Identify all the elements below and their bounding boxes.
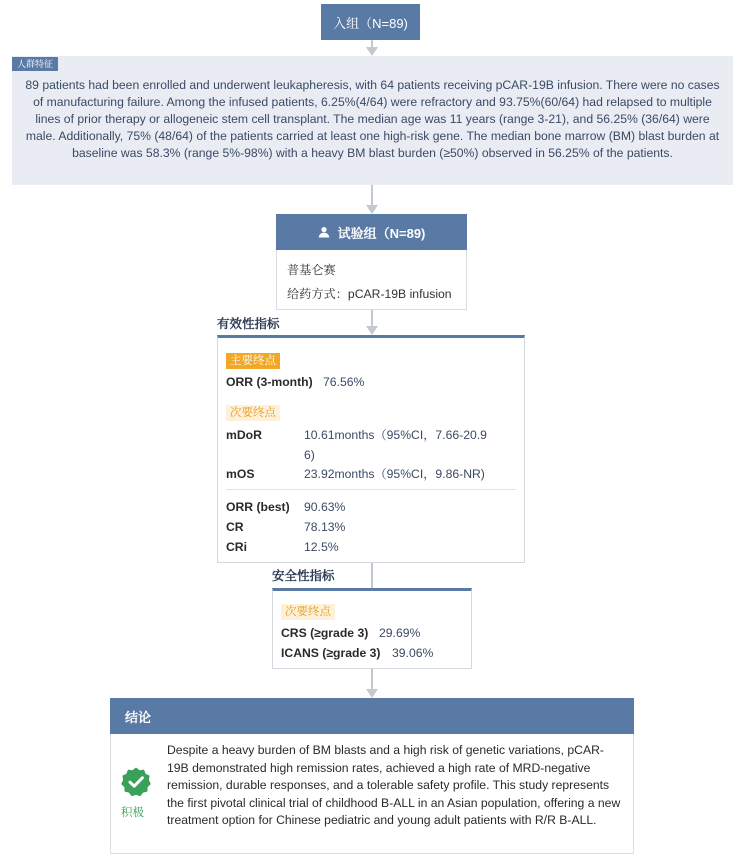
arrow-safety-conclusion [366, 689, 378, 698]
conclusion-body [110, 734, 634, 854]
metric-mos-label: mOS [226, 467, 255, 481]
metric-crs-value: 29.69% [379, 626, 421, 640]
primary-endpoint-badge: 主要终点 [226, 353, 280, 369]
connector-efficacy-safety [371, 563, 373, 588]
conclusion-text: Despite a heavy burden of BM blasts and a high risk of genetic variations, pCAR-19B demonstrated high remission rates, achieved a high rate of MRD-negative remission, durable responses, and a tolerable safety profile. This study represents the first pivotal clinical trial of childhood B-ALL in an Asian population, offering a new treatment option for Chinese pediatric and young adult patients with R/R B-ALL. [167, 743, 621, 827]
metric-icans-label: ICANS (≥grade 3) [281, 646, 381, 660]
efficacy-box [217, 335, 525, 563]
metric-cri-label: CRi [226, 540, 247, 554]
metric-cri-value: 12.5% [304, 540, 339, 554]
population-text: 89 patients had been enrolled and underwent leukapheresis, with 64 patients receiving pCAR-19B infusion. There were no cases of manufacturing failure. Among the infused patients, 6.25%(4/64) were refractory and 93.75%(60/64) had relapsed to multiple lines of prior therapy or allogeneic stem cell transplant. The median age was 11 years (range 3-21), and 56.25% (36/64) were male. Additionally, 75% (48/64) of the patients carried at least one high-risk gene. The median bone marrow (BM) blast burden at baseline was 58.3% (range 5%-98%) with a heavy BM blast burden (≥50%) observed in 56.25% of the patients. [25, 78, 720, 160]
connector-safety-conclusion [371, 669, 373, 690]
user-icon [318, 226, 330, 238]
safety-secondary-badge: 次要终点 [281, 604, 335, 620]
efficacy-section-label: 有效性指标 [217, 317, 280, 331]
safety-section-label: 安全性指标 [272, 569, 335, 583]
trial-arm-route: 给药方式：pCAR-19B infusion [287, 287, 452, 301]
efficacy-divider [226, 489, 516, 490]
trial-arm-body [276, 250, 467, 310]
metric-crs-label: CRS (≥grade 3) [281, 626, 369, 640]
population-tag: 人群特征 [12, 57, 58, 71]
metric-mdor-value [304, 425, 514, 465]
metric-orr-best-label: ORR (best) [226, 500, 290, 514]
connector-population-arm [371, 185, 373, 206]
secondary-endpoint-badge: 次要终点 [226, 405, 280, 421]
conclusion-title: 结论 [125, 709, 152, 725]
enrollment-box [321, 4, 420, 40]
verdict-label: 积极 [121, 807, 144, 819]
arrow-population-arm [366, 205, 378, 214]
metric-icans-value: 39.06% [392, 646, 434, 660]
arrow-arm-efficacy [366, 326, 378, 335]
metric-orr-3month-label: ORR (3-month) [226, 375, 313, 389]
metric-orr-3month-value: 76.56% [323, 375, 365, 389]
safety-box [272, 588, 472, 669]
trial-arm-header [276, 214, 467, 250]
metric-mos-value: 23.92months（95%CI，9.86-NR) [304, 467, 485, 481]
enrollment-label: 入组（N=89) [333, 15, 408, 31]
metric-cr-label: CR [226, 520, 244, 534]
trial-arm-title: 试验组（N=89) [337, 225, 426, 241]
metric-mdor-value-line2: 6) [304, 448, 315, 462]
metric-mdor-label: mDoR [226, 428, 262, 442]
check-shield-icon [121, 766, 151, 798]
connector-arm-efficacy [371, 310, 373, 327]
metric-orr-best-value: 90.63% [304, 500, 346, 514]
trial-arm-drug: 普基仑赛 [287, 263, 336, 277]
metric-cr-value: 78.13% [304, 520, 346, 534]
conclusion-header [110, 698, 634, 734]
metric-mdor-value-line1: 10.61months（95%CI，7.66-20.9 [304, 428, 487, 442]
arrow-enroll-population [366, 47, 378, 56]
